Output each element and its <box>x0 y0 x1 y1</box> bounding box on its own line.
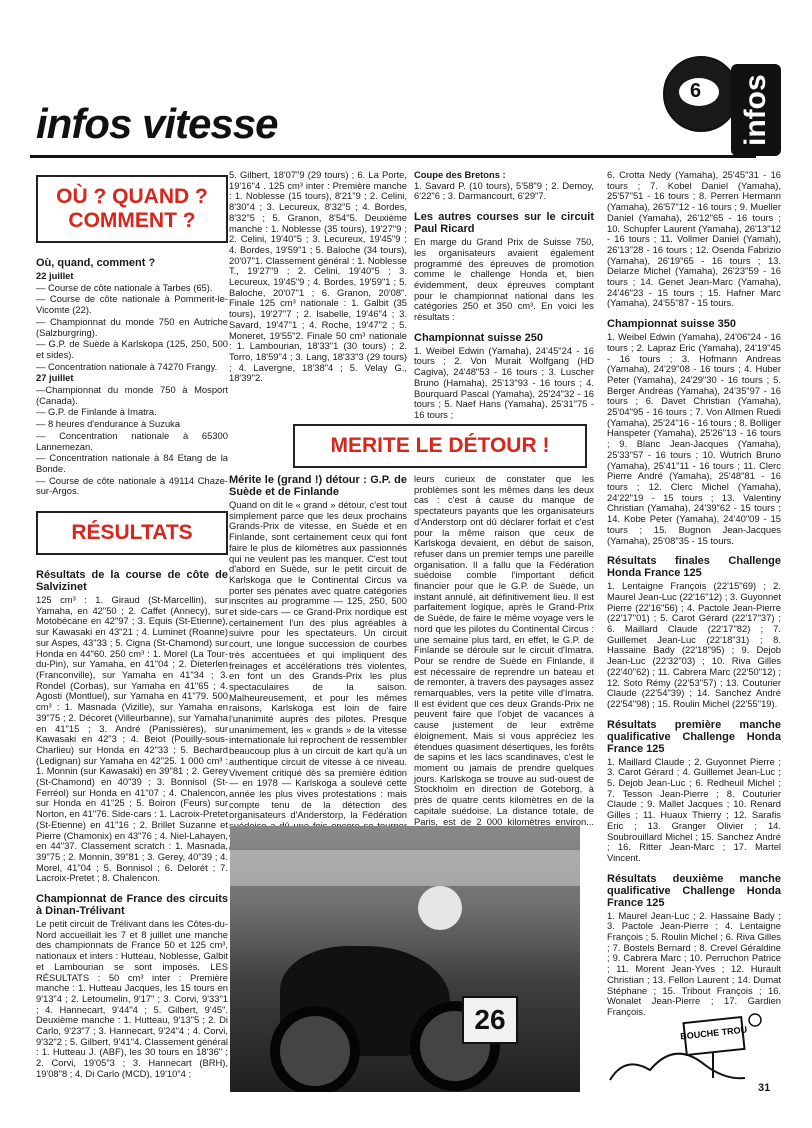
salvizinet-heading: Résultats de la course de côte de Salvizinet <box>36 569 228 594</box>
bouche-trou-cartoon <box>595 1000 765 1100</box>
agenda-item: — G.P. de Suède à Karlskopa (125, 250, 500 et sides). <box>36 338 228 360</box>
agenda-item: — Course de côte nationale à Pommerit-le-Vicomte (22). <box>36 293 228 316</box>
rider-helmet-icon <box>418 886 462 930</box>
suisse250-heading: Championnat suisse 250 <box>414 331 543 344</box>
race-number-plate: 26 <box>462 996 518 1044</box>
manche1-heading: Résultats première manche qualificative Challenge Honda France 125 <box>607 718 781 755</box>
agenda-item: — Course de côte nationale à 49114 Chaze-sur-Argos. <box>36 474 228 497</box>
track-banner <box>230 850 580 886</box>
manche2-heading: Résultats deuxième manche qualificative Challenge Honda France 125 <box>607 872 781 909</box>
ou-quand-heading: Où, quand, comment ? <box>36 257 156 269</box>
manche1-text: 1. Maillard Claude ; 2. Guyonnet Pierre ; 3. Carot Gérard ; 4. Guillemet Jean-Luc ; 5. Dejob Jean-Luc ; 6. Redheuil Michel ; 7. Tesson Jean-Pierre ; 8. Couturier Claude ; 9. Mallet Jacques ; 10. Renard Gilles ; 11. Huaux Thierry ; 12. Sarafis Eric ; 13. Granger Olivier ; 14. Soubrouillard Michel ; 15. Sanchez André ; 16. Ritter Jean-Marc ; 17. Martel Vincent. <box>607 755 781 863</box>
column-4 <box>607 170 781 1027</box>
race-photo <box>230 826 580 1092</box>
agenda-item: — Course de côte nationale à Tarbes (65). <box>36 281 213 293</box>
section-title: infos vitesse <box>36 100 278 147</box>
finales-heading: Résultats finales Challenge Honda France 125 <box>607 555 781 580</box>
merite-column-left <box>229 474 407 853</box>
merite-column-right <box>414 474 594 838</box>
agenda-item: — 8 heures d'endurance à Suzuka <box>36 418 181 430</box>
suisse250-text: 1. Weibel Edwin (Yamaha), 24'45"24 - 16 tours ; 2. Von Murait Wolfgang (HD Cagiva), 24'48"53 - 16 tours ; 3. Luscher Bruno (Hamaha), 25'13"93 - 16 tours ; 4. Bourquard Pascal (Yamaha), 25'24"32 - 16 tours ; 5. Naef Hans (Yamaha), 25'31"75 - 16 tours ; <box>414 344 594 420</box>
agenda-item: — G.P. de Finlande à Imatra. <box>36 406 157 418</box>
column-2 <box>229 170 407 384</box>
dinan-text: Le petit circuit de Trélivant dans les Côtes-du-Nord accueillait les 7 et 8 juillet une manche des championnats de France 50 et 125 cm³, nationaux et inters : Hutteau, Noblesse, Galbit et Lambourian se sont imposés. LES RÉSULTATS : 50 cm³ inter : Première manche : 1. Hutteau Jacques, les 15 tours en 9'13"4 ; 2. Letoumelin, 9'17" ; 3. Corvi, 9'33"1 ; 4. Hannecart, 9'44"4 ; 5. Gilbert, 9'45". Deuxième manche : 1. Hutteau, 9'13"5 ; 2. Di Carlo, 9'23"7 ; 3. Hannecart, 9'24"4 ; 4. Corvi, 9'32"2 ; 5. Gilbert, 9'41"4. Classement général : 1. Hutteau J. (ABF), les 30 tours en 18'36" ; 2. Corvi, 19'05"3 ; 3. Hannecart (BRH), 19'08"8 ; 4. Di Carlo (MCD), 19'10"4 ; <box>36 918 228 1079</box>
infos-logo: infos <box>731 64 781 156</box>
dinan-heading: Championnat de France des circuits à Dinan-Trélivant <box>36 893 228 918</box>
cartoon-sign-text: BOUCHE TROU <box>679 1024 748 1042</box>
wheel-front-icon <box>270 1006 360 1092</box>
agenda-item: — Concentration nationale à 74270 Frangy. <box>36 360 218 372</box>
column-3 <box>414 170 594 430</box>
ricard-text: En marge du Grand Prix de Suisse 750, les organisateurs avaient également programmé des épreuves de promotion comme le challenge Honda et, bien évidemment, deux épreuves comptant pour le championnat national dans les catégories 250 et 350 cm³. En voici les résultats : <box>414 236 594 323</box>
suisse350-heading: Championnat suisse 350 <box>607 318 736 331</box>
logo-number: 6 <box>690 80 702 102</box>
resultats-box: RÉSULTATS <box>36 511 228 555</box>
agenda-list <box>36 271 228 497</box>
merite-text-left: Quand on dit le « grand » détour, c'est tout simplement parce que les deux prochains Grands-Prix de vitesse, en Suède et en Finlande, sont certainement ceux qui font faire le plus de kilomètres aux passionnés qui ne veulent pas les manquer. C'est tout d'abord en Suède, sur le petit circuit de Karlskoga que le Continental Circus va porter ses pénates avec quatre catégories inscrites au programme — 125, 250, 500 et side-cars — ce Grand-Prix nordique est certainement l'un des plus agréables à suivre pour les spectateurs. Un circuit court, une longue succession de courbes très accentuées et qui impliquent des freinages et accélérations très violentes, en font un des Grands-Prix les plus spectaculaires de la saison. Malheureusement, et pour les mêmes raisons, Karlskoga est loin de faire l'unanimité auprès des pilotes. Presque unanimement, les « grands » de la vitesse internationale lui reprochent de ressembler beaucoup plus à un circuit de kart qu'à un authentique circuit de vitesse à ce niveau. Vivement critiqué dès sa première édition — en 1978 — Karlskoga a soulevé cette année les plus vives protestations : mais compte tenu de la détection des organisateurs d'Anderstorp, la Fédération <box>229 499 407 821</box>
agenda-item: — Concentration nationale à 65300 Lannemezan. <box>36 429 228 452</box>
title-rule <box>30 155 756 158</box>
salvizinet-text: 125 cm³ : 1. Giraud (St-Marcellin), sur Yamaha, en 42"50 ; 2. Caffet (Annecy), sur Motobécane en 42"97 ; 3. Equis (St-Etienne), sur Kawasaki en 43"21 ; 4. Luminet (Roanne) sur Aspes, 43"33 ; 5. Cigna (St-Chamond) sur Honda en 44"60. 250 cm³ : 1. Morel (La Tour-du-Pin), sur Yamaha, en 41"04 ; 2. Dieterlen (Franconville), sur Yamaha en 41"34 ; 3. Rondel (Corbas), sur Yamaha en 41"65 ; 4. Agosti (Montluel), sur Yamaha en 41"79. 500 cm³ : 1. Masnada (Vizille), sur Yamaha en 39"75 ; 2. Décoret (Villeurbanne), sur Yamaha en 41"15 ; 3. André (Panissières), sur Kawasaki en 42"3 ; 4. Beiot (Pouilly-sous-Charlieu) sur Honda en 42"33 ; 5. Bechard (Ledignan) sur Yamaha en 42"25. 1 000 cm³ : 1. Monnin (sur Kawasaki) en 39"81 ; 2. Gerey (St-Chamond) en 40"39 ; 3. Bonnisol (St-Ferréol) sur Honda en 41"07 ; 4. Chalencon, sur Honda en 41"25 ; 5. Boiron (Feurs) sur Norton, en 41"76. Side-cars : 1. Lacroix-Pretet (St-Etienne) en 41"16 ; 2. Brillet Suzanne et Pierre (Chamonix) en 43"76 ; 4. Niel-Lahayen, en 44"37. Classement scratch : 1. Masnada, 39"75 ; 2. Monnin, 39"81 ; 3. Gerey, 40"39 ; 4. Morel, 41"04 ; 5. Bonnisol ; 6. Delorét ; 7. Lacroix-Pretet ; 8. Chalencon. <box>36 594 228 884</box>
ou-quand-box: OÙ ? QUAND ? COMMENT ? <box>36 175 228 243</box>
coupe-heading: Coupe des Bretons : <box>414 169 506 180</box>
merite-text-right: leurs curieux de constater que les problèmes sont les mêmes dans les deux cas : c'est à cause du manque de spectateurs payants que les organisateurs d'Anderstorp ont dû déclarer forfait et c'est pour la même raison que ceux de Karlskoga devaient, en début de saison, refuser dans un premier temps une pareille organisation. Il a fallu que la Fédération suédoise comble l'important déficit financier pour que le G.P. de Suède, un instant annulé, ait définitivement lieu. Il est parfaitement logique, après le Grand-Prix de Suède, de faire le même voyage vers le nord que les pilotes du Continental Circus : une semaine plus tard, en effet, le G.P. de Finlande se déroule sur le circuit d'Imatra. Pour se rendre de Suède en Finlande, il est nécessaire de reprendre un bateau et de remonter, à travers des paysages assez remarquables, vers la petite ville d'Imatra. Il est évident que ces deux Grands-Prix ne peuvent faire que l'objet de vacances à cause justement de leur extrême éloignement. Mais si vous appréciez les étendues quasiment désertiques, les forêts de sapins et les lacs scandinaves, c'est le moment ou jamais de prendre quelques jours. Karlskoga se trouve au sud-ouest de Stockholm en direction de Goteborg, à près de quatre cents kilomètres en de la capitale suédoise. La distance totale, de Paris, est de 2 000 kilomètres environ... <box>414 473 594 827</box>
page-number: 31 <box>758 1082 771 1094</box>
suisse250-continued: 6. Crotta Nedy (Yamaha), 25'45"31 - 16 tours ; 7. Kobel Daniel (Yamaha), 25'57"51 - 16 tours ; 8. Perren Hermann (Yamaha), 26'57"12 - 16 tours ; 9. Mueller Daniel (Yamaha), 26'12"65 - 16 tours ; 10. Schupfer Laurent (Yamaha), 26'13"12 - 16 tours ; 11. Vollmer Daniel (Yamah), 26'13"28 - 16 tours ; 12. Osenda Fabrizio (Yamaha), 26'19"65 - 16 tours ; 13. Delarze Michel (Yamaha), 26'23"59 - 16 tours ; 14. Genet Jean-Marc (Yamaha), 24'46"23 - 15 tours ; 15. Hafner Marc (Yamaha), 24'55"87 - 15 tours. <box>607 169 781 309</box>
agenda-date: 27 juillet <box>36 372 74 384</box>
merite-heading: Mérite le (grand !) détour : G.P. de Suède et de Finlande <box>229 474 407 498</box>
ricard-heading: Les autres courses sur le circuit Paul Ricard <box>414 211 594 236</box>
dinan-continued-text: 5. Gilbert, 18'07"9 (29 tours) ; 6. La Porte, 19'16"4 . 125 cm³ inter : Première manche : 1. Noblesse (15 tours), 8'21"9 ; 2. Celini, 8'30"4 ; 3. Lecureux, 8'32"5 ; 4. Bordes, 8'32"5 ; 5. Granon, 8'54"5. Deuxième manche : 1. Noblesse (35 tours), 19'27"9 ; 2. Celini, 19'40"5 ; 3. Lecureux, 19'45"9 ; 4. Bordes, 19'59"1 ; 5. Baloche (34 tours), 20'07"1. Classement général : 1. Noblesse T., 19'27"9 ; 2. Celini, 19'40"5 ; 3. Lecureux, 19'45"9 ; 4. Bordes, 19'59"1 ; 5. Baloche, 20'07"1 ; 6. Granon, 20'08". Finale 125 cm³ nationale : 1. Galbit (35 tours), 19'27"7 ; 2. Isabelle, 19'46"4 ; 3. Savard, 19'47"1 ; 4. Roche, 19'47"2 ; 5. Moneret, 19'55"2. Finale 50 cm³ nationale : 1. Lambourian, 18'33"1 (30 tours) ; 2. Torro, 18'59"4 ; 3. Lang, 18'33"3 (29 tours) ; 4. Lavergne, 18'38"4 ; 5. Velay G., 18'39"2. <box>229 169 407 384</box>
suisse350-text: 1. Weibel Edwin (Yamaha), 24'06"24 - 16 tours ; 2. Lapraz Eric (Yamaha), 24'19"45 - 16 tours ; 3. Hofmann Andreas (Yamaha), 24'29"08 - 16 tours ; 4. Huber Peter (Yamaha), 24'29"30 - 16 tours ; 5. Berger Andréas (Yamaha), 24'35"97 - 16 tours ; 6. Davet Christian (Yamaha), 25'04"95 - 16 tours ; 7. Von Allmen Ruedi (Yamaha), 25'24"16 - 16 tours ; 8. Bolliger Hanspeter (Yamaha), 25'26"13 - 16 tours ; 9. Blanc Jean-Jacques (Yamaha), 25'33"57 - 16 tours ; 10. Wutrich Bruno (Yamaha), 25'41"11 - 16 tours ; 11. Clerc Pierre André (Yamaha), 25'48"81 - 16 tours ; 12. Clerc Michel (Yamaha), 24'22"19 - 15 tours ; 13. Valentiny Christian (Yamaha), 24'39"62 - 15 tours ; 14. Kobe Peter (Yamaha), 24'40"09 - 15 tours ; 15. Bugnon Jean-Jacques (Yamaha), 25'08"35 - 15 tours. <box>607 331 781 546</box>
merite-box: MERITE LE DÉTOUR ! <box>293 424 587 468</box>
agenda-date: 22 juillet <box>36 270 74 281</box>
manche2-text: 1. Maurel Jean-Luc ; 2. Hassaine Bady ; 3. Pactole Jean-Pierre ; 4. Lentaigne François ; 5. Roulin Michel ; 6. Riva Gilles ; 7. Bostels Bernard ; 8. Crevel Géraldine ; 9. Cabrera Marc ; 10. Perruchon Patrice ; 11. Morent Jean-Yves ; 12. Hurault Christian ; 13. Fellon Laurent ; 14. Dumat Stéphane ; 15. Tribout François ; 16. Wonalet Jean-Pierre ; 17. Gardien François. <box>607 909 781 1017</box>
agenda-item: —Championnat du monde 750 à Mosport (Canada). <box>36 384 228 406</box>
finales-text: 1. Lentaigne François (22'15"69) ; 2. Maurel Jean-Luc (22'16"12) ; 3. Guyonnet Pierre (22'16"56) ; 4. Pactole Jean-Pierre (22'17"01) ; 5. Carot Gérard (22'17"37) ; 6. Maillard Claude (22'17"82) ; 7. Guillemet Jean-Luc (22'18"31) ; 8. Hassaine Bady (22'18"95) ; 9. Dejob Jean-Luc (22'32"03) ; 10. Riva Gilles (22'40"62) ; 11. Cabrera Marc (22'50"12) ; 12. Soto Rémy (22'53"57) ; 13. Couturier Claude (22'54"39) ; 14. Sanchez André (22'54"98) ; 15. Roulin Michel (22'55"19). <box>607 580 781 709</box>
column-1 <box>36 165 228 1089</box>
coupe-text: 1. Savard P. (10 tours), 5'58"9 ; 2. Demoy, 6'22"6 ; 3. Darmancourt, 6'29"7. <box>414 179 594 202</box>
moto-logo-icon <box>663 56 739 132</box>
agenda-item: — Championnat du monde 750 en Autriche (Salzburgring). <box>36 315 228 338</box>
agenda-item: — Concentration nationale à 84 Etang de la Bonde. <box>36 452 228 474</box>
